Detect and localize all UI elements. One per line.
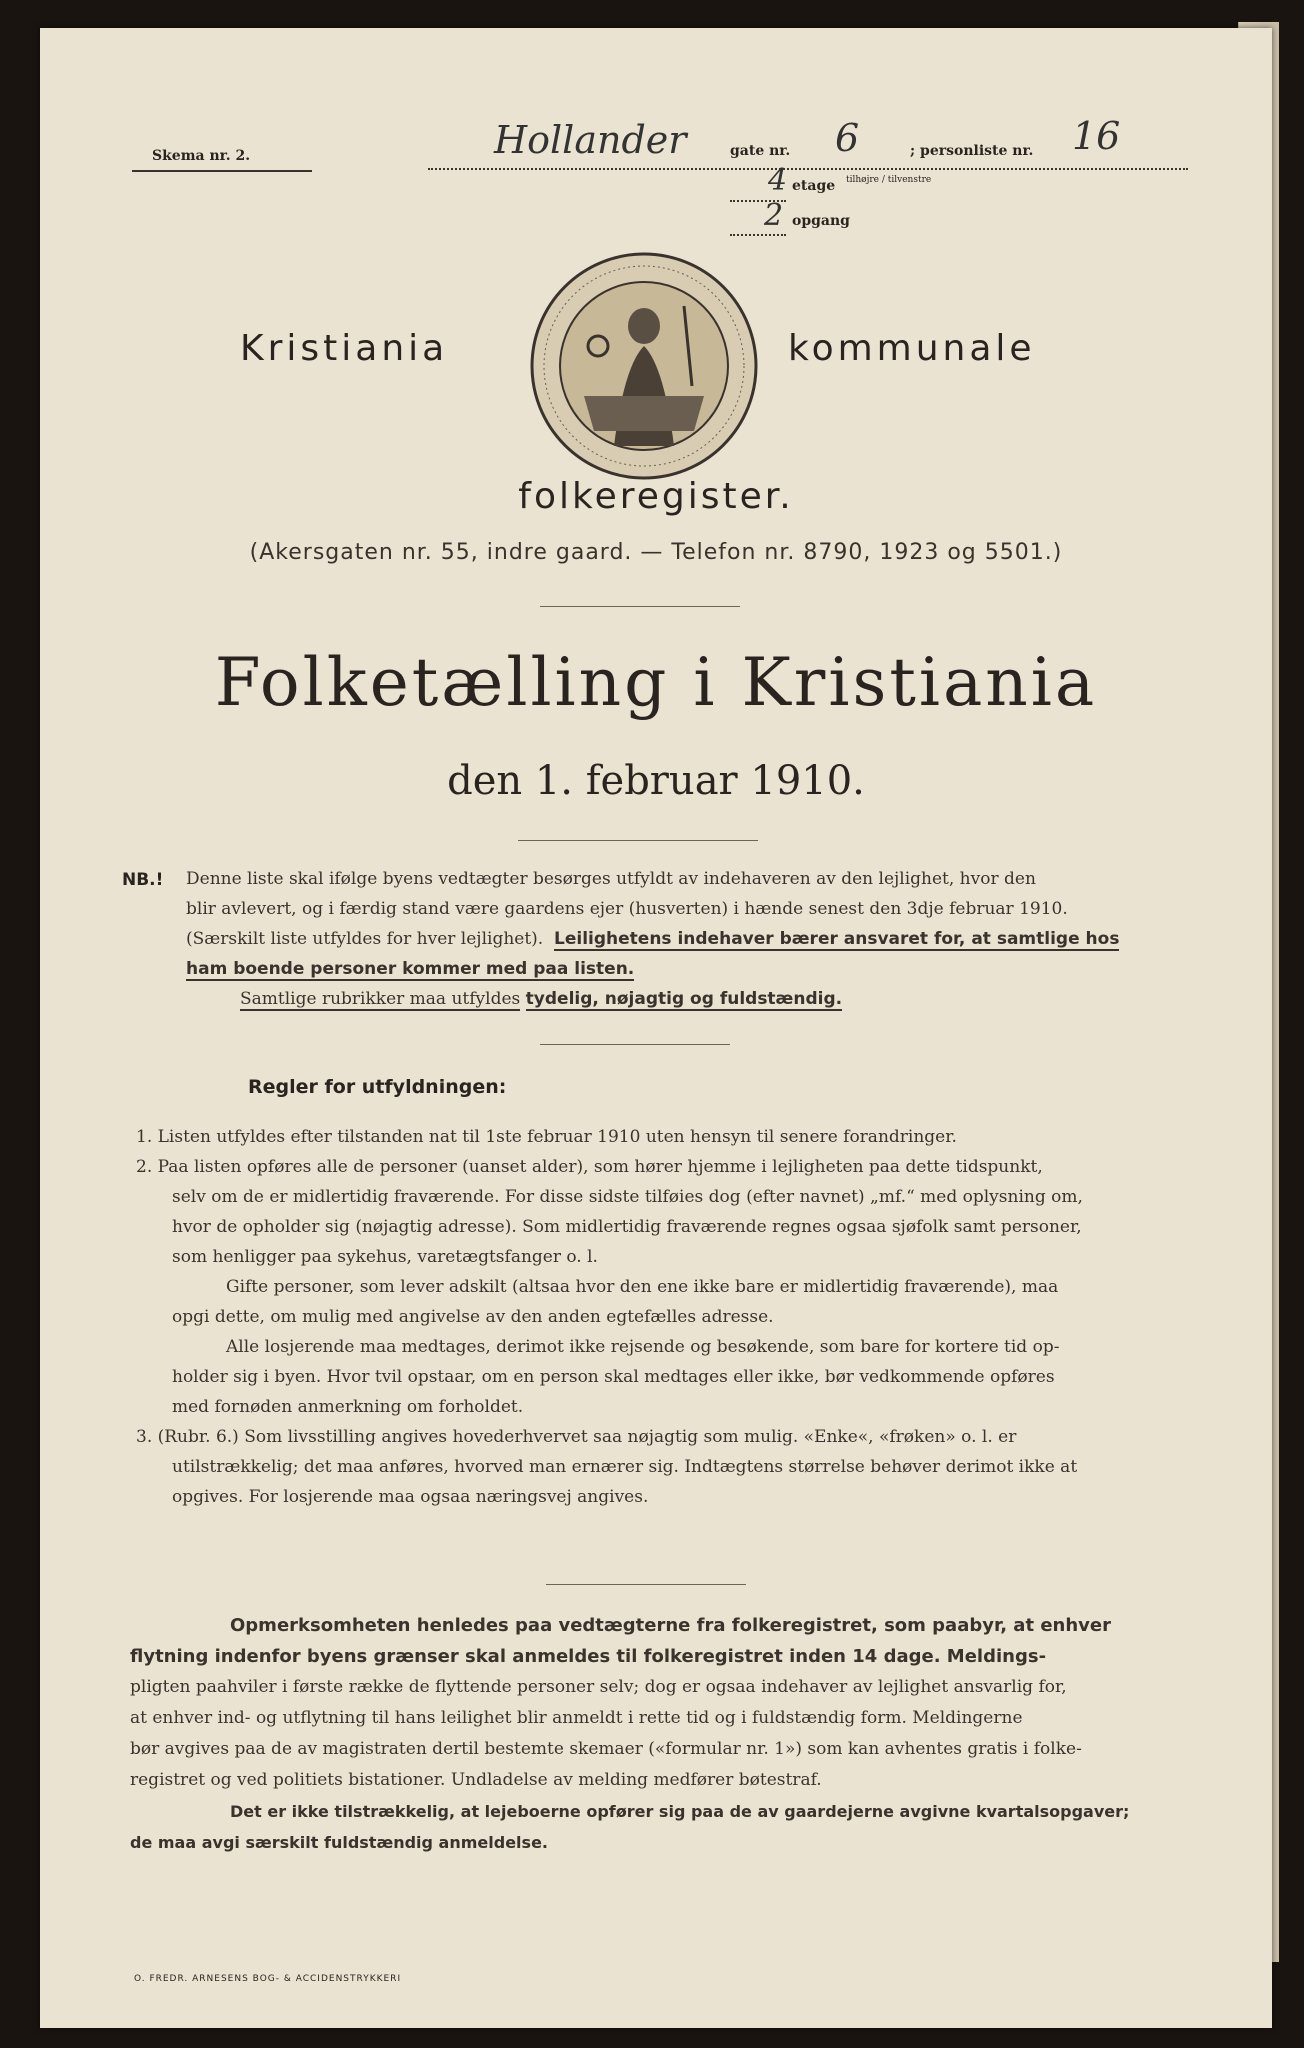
nb-paragraph	[186, 864, 1186, 1014]
etage-label: etage	[792, 178, 836, 194]
skema-label: Skema nr. 2.	[152, 148, 251, 164]
notice-line: at enhver ind- og utflytning til hans leilighet blir anmeldt i rette tid og i fuldstændig form. Meldingerne	[130, 1708, 1023, 1728]
rule-line: 2. Paa listen opføres alle de personer (uanset alder), som hører hjemme i lejligheten paa dette tidspunkt,	[136, 1157, 1043, 1177]
opgang-label: opgang	[792, 213, 850, 229]
kristiania-seal-icon	[524, 246, 764, 486]
notice-line: Opmerksomheten henledes paa vedtægterne fra folkeregistret, som paabyr, at enhver	[230, 1615, 1111, 1636]
rules-list	[136, 1122, 1196, 1512]
printer-imprint: O. FREDR. ARNESENS BOG- & ACCIDENSTRYKKERI	[134, 1974, 402, 1984]
nb-line-5: Samtlige rubrikker maa utfyldes tydelig, nøjagtig og fuldstændig.	[240, 989, 843, 1009]
etage-number: 4	[768, 163, 788, 198]
opgang-number: 2	[764, 198, 784, 233]
skema-underline	[132, 170, 312, 172]
nb-label: NB.!	[122, 870, 164, 890]
notice-line: de maa avgi særskilt fuldstændig anmeldelse.	[130, 1833, 548, 1852]
rule-line: selv om de er midlertidig fraværende. For disse sidste tilføies dog (efter navnet) „mf.“ med oplysning om,	[172, 1187, 1083, 1207]
rule-line: Alle losjerende maa medtages, derimot ikke rejsende og besøkende, som bare for kortere tid op-	[226, 1337, 1060, 1357]
gate-number: 6	[835, 116, 860, 160]
header-dotted-line	[428, 168, 1188, 170]
rule-line: som henligger paa sykehus, varetægtsfanger o. l.	[172, 1247, 598, 1267]
notice-line: flytning indenfor byens grænser skal anmeldes til folkeregistret inden 14 dage. Meldings-	[130, 1646, 1047, 1667]
divider-2	[518, 840, 758, 841]
kristiania-word: Kristiania	[240, 328, 449, 369]
gate-label: gate nr.	[730, 143, 791, 159]
census-form-page	[40, 28, 1272, 2028]
rule-line: hvor de opholder sig (nøjagtig adresse). Som midlertidig fraværende regnes ogsaa sjøfolk samt personer,	[172, 1217, 1082, 1237]
notice-paragraph	[130, 1610, 1220, 1858]
kommunale-word: kommunale	[788, 328, 1036, 369]
nb-emphasis-1: Leilighetens indehaver bærer ansvaret for, at samtlige hos	[554, 929, 1120, 949]
divider-4	[546, 1584, 746, 1585]
divider-3	[540, 1044, 730, 1045]
rule-line: opgives. For losjerende maa ogsaa næringsvej angives.	[172, 1487, 649, 1507]
date-subtitle: den 1. februar 1910.	[447, 758, 865, 804]
rule-line: holder sig i byen. Hvor tvil opstaar, om en person skal medtages eller ikke, bør vedkommende opføres	[172, 1367, 1055, 1387]
street-name-handwritten: Hollander	[494, 118, 687, 162]
rule-line: 3. (Rubr. 6.) Som livsstilling angives hovederhvervet saa nøjagtig som mulig. «Enke«, «frøken» o. l. er	[136, 1427, 1017, 1447]
personliste-label: ; personliste nr.	[910, 143, 1034, 159]
nb-line-1: Denne liste skal ifølge byens vedtægter besørges utfyldt av indehaveren av den lejlighet, hvor den	[186, 869, 1036, 889]
side-options: tilhøjre / tilvenstre	[846, 175, 932, 185]
rule-line: utilstrækkelig; det maa anføres, hvorved man ernærer sig. Indtægtens størrelse behøver derimot ikke at	[172, 1457, 1078, 1477]
main-title: Folketælling i Kristiania	[214, 644, 1098, 721]
folkeregister-word: folkeregister.	[518, 476, 794, 517]
rule-line: Gifte personer, som lever adskilt (altsaa hvor den ene ikke bare er midlertidig fraværende), maa	[226, 1277, 1059, 1297]
notice-line: registret og ved politiets bistationer. Undladelse av melding medfører bøtestraf.	[130, 1770, 822, 1790]
nb-line-4	[186, 954, 1186, 984]
rule-line: med fornøden anmerkning om forholdet.	[172, 1397, 524, 1417]
divider-1	[540, 606, 740, 607]
notice-line: Det er ikke tilstrækkelig, at lejeboerne opfører sig paa de av gaardejerne avgivne kvartalsopgaver;	[230, 1802, 1130, 1821]
address-line: (Akersgaten nr. 55, indre gaard. — Telefon nr. 8790, 1923 og 5501.)	[249, 540, 1063, 565]
personliste-number: 16	[1072, 114, 1121, 158]
nb-line-2: blir avlevert, og i færdig stand være gaardens ejer (husverten) i hænde senest den 3dje februar 1910.	[186, 899, 1068, 919]
rule-line: opgi dette, om mulig med angivelse av den anden egtefælles adresse.	[172, 1307, 774, 1327]
notice-line: bør avgives paa de av magistraten dertil bestemte skemaer («formular nr. 1») som kan avhentes gratis i folke-	[130, 1739, 1082, 1759]
notice-line: pligten paahviler i første række de flyttende personer selv; dog er ogsaa indehaver av lejlighet ansvarlig for,	[130, 1677, 1067, 1697]
opgang-dotted	[730, 234, 786, 236]
nb-emphasis-3: tydelig, nøjagtig og fuldstændig.	[525, 989, 843, 1009]
nb-emphasis-2: ham boende personer kommer med paa listen.	[186, 959, 635, 979]
nb-line-3: (Særskilt liste utfyldes for hver lejlighet). Leilighetens indehaver bærer ansvaret for, at samtlige hos	[186, 929, 1120, 949]
rule-line: 1. Listen utfyldes efter tilstanden nat til 1ste februar 1910 uten hensyn til senere forandringer.	[136, 1127, 957, 1147]
rules-heading: Regler for utfyldningen:	[248, 1076, 507, 1098]
